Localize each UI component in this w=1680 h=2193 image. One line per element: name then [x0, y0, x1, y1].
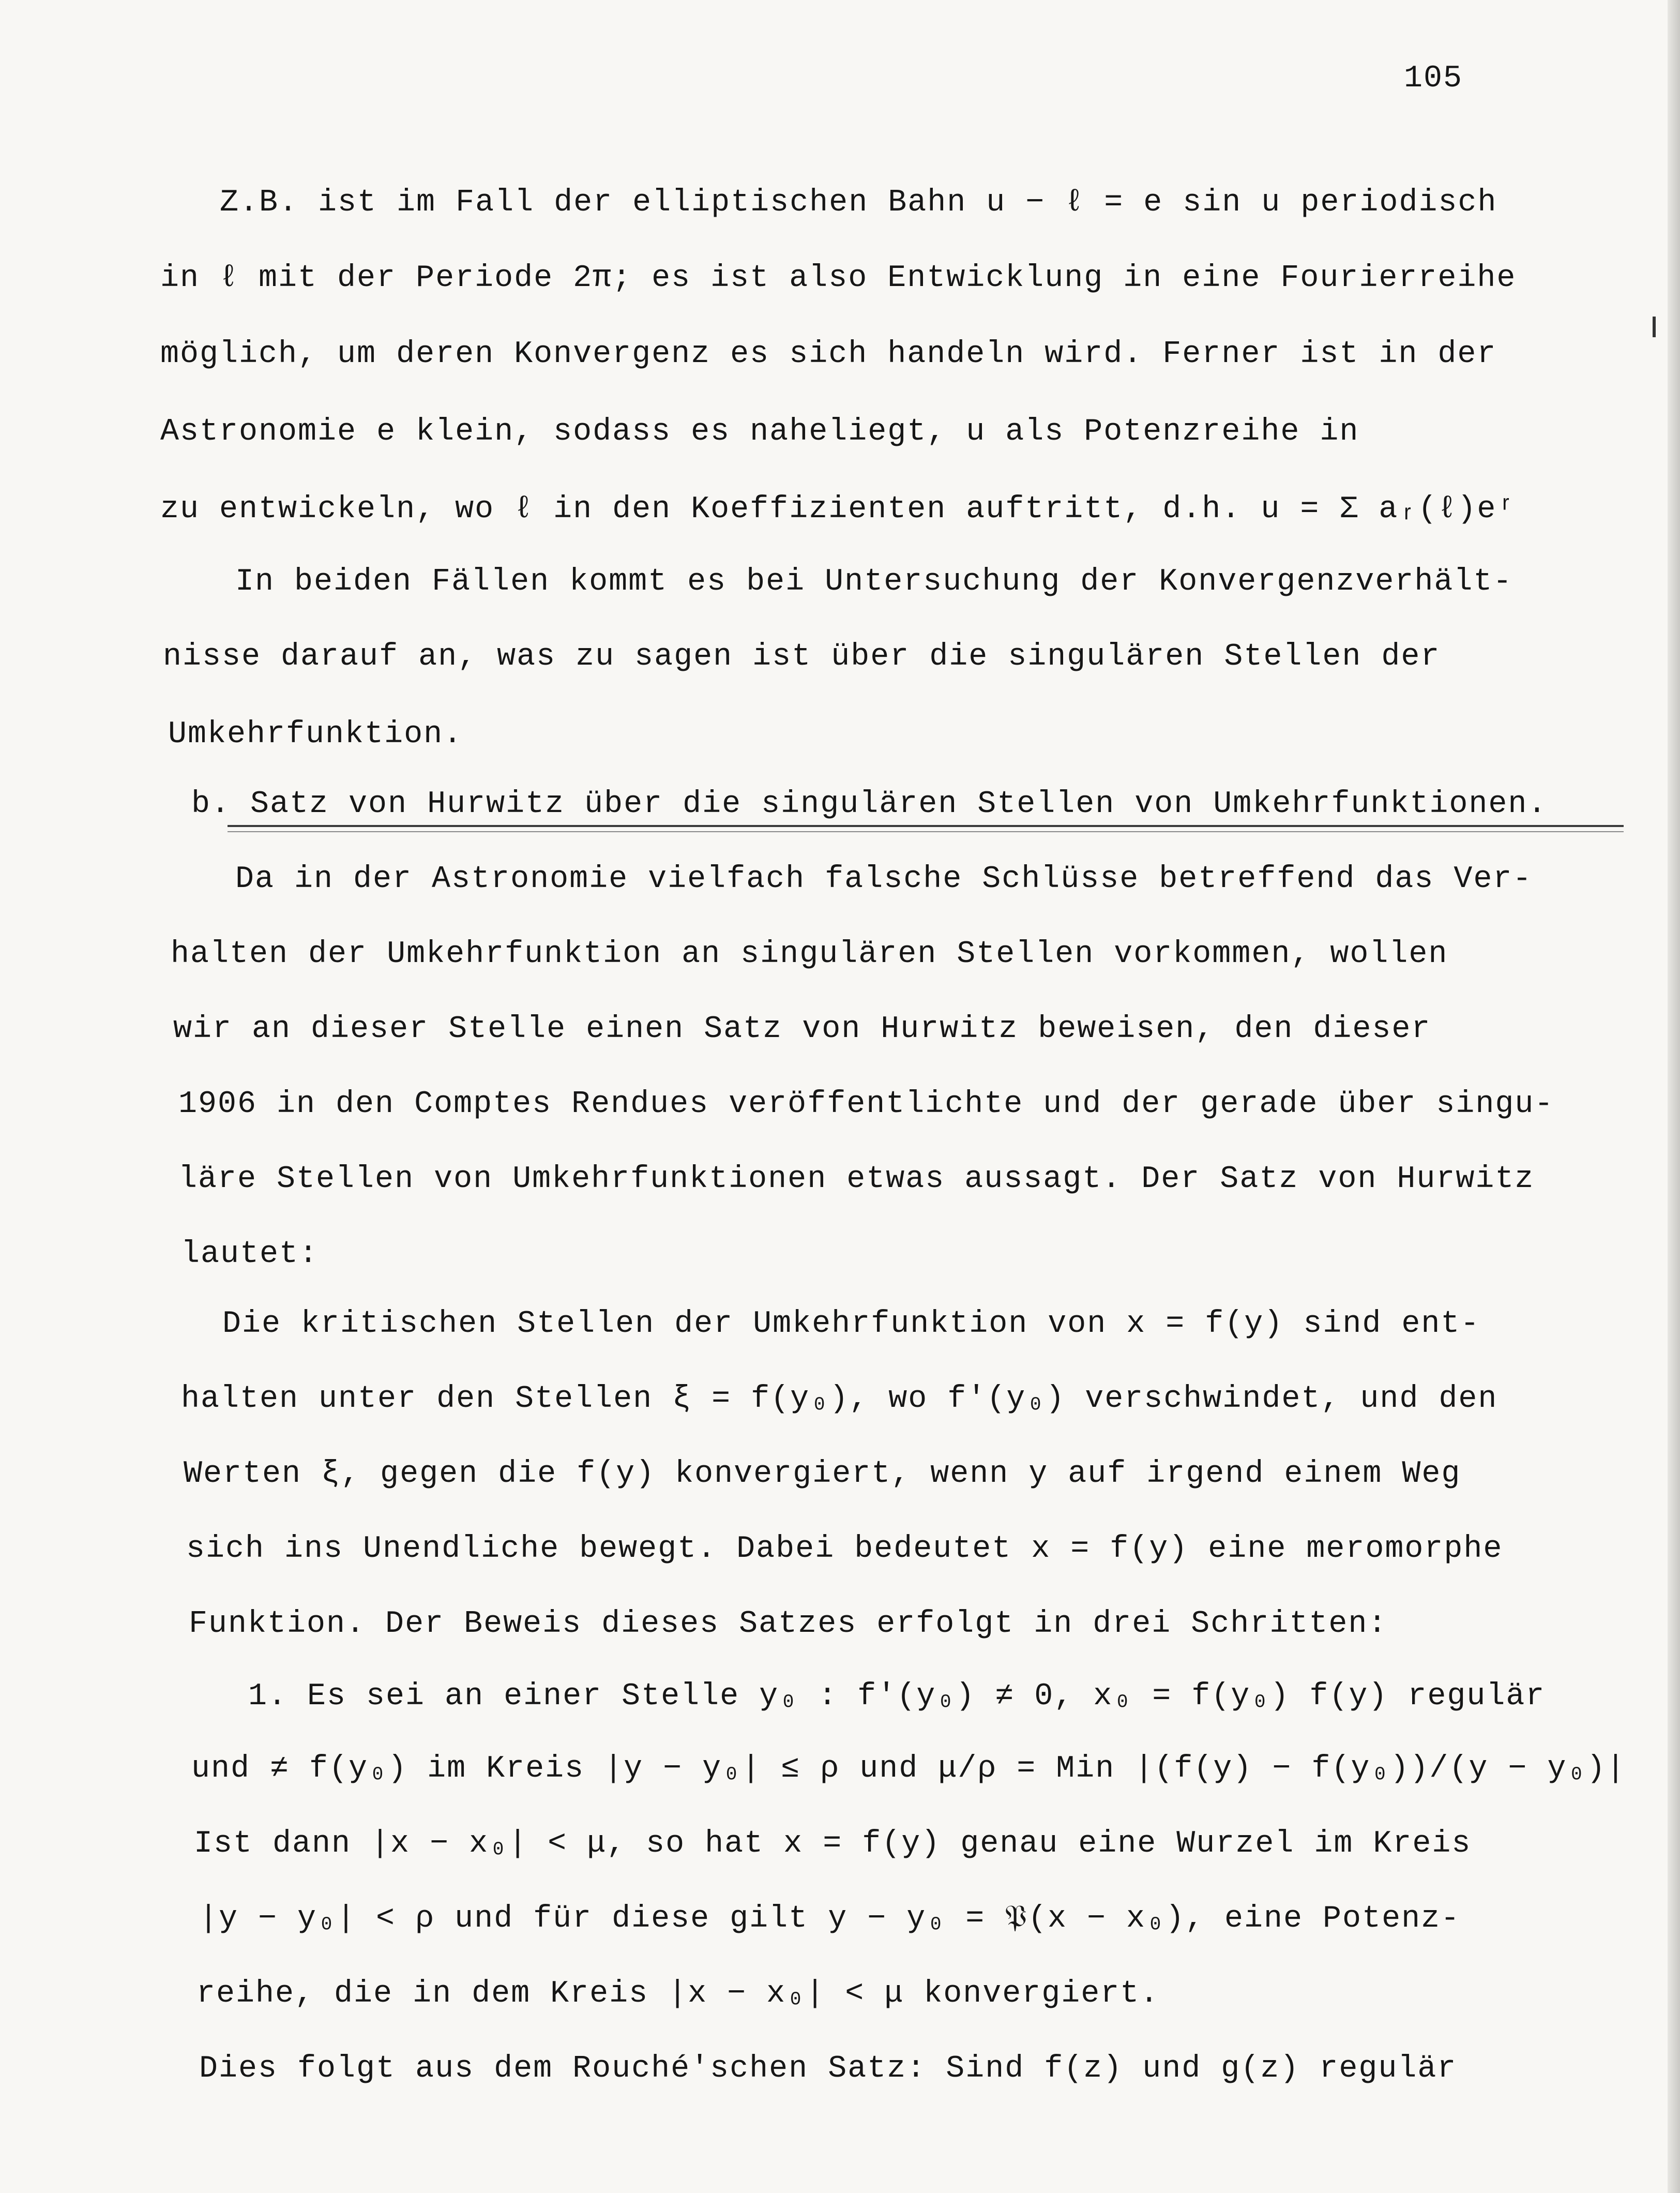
heading-underline	[228, 825, 1624, 827]
text-line: in ℓ mit der Periode 2π; es ist also Entwicklung in eine Fourierreihe	[160, 261, 1517, 296]
text-line: und ≠ f(y₀) im Kreis |y − y₀| ≤ ρ und μ/ρ = Min |(f(y) − f(y₀))/(y − y₀)|	[191, 1751, 1626, 1786]
text-line: Die kritischen Stellen der Umkehrfunktion von x = f(y) sind ent-	[222, 1306, 1480, 1342]
text-line: möglich, um deren Konvergenz es sich handeln wird. Ferner ist in der	[160, 337, 1497, 372]
text-line: Dies folgt aus dem Rouché'schen Satz: Sind f(z) und g(z) regulär	[199, 2051, 1457, 2086]
text-line: halten unter den Stellen ξ = f(y₀), wo f′(y₀) verschwindet, und den	[181, 1381, 1498, 1417]
text-line: Astronomie e klein, sodass es naheliegt, u als Potenzreihe in	[160, 414, 1359, 449]
text-line: In beiden Fällen kommt es bei Untersuchung der Konvergenzverhält-	[235, 564, 1513, 599]
text-line: sich ins Unendliche bewegt. Dabei bedeutet x = f(y) eine meromorphe	[186, 1531, 1503, 1567]
text-line: nisse darauf an, was zu sagen ist über die singulären Stellen der	[163, 639, 1441, 674]
text-line: |y − y₀| < ρ und für diese gilt y − y₀ = 𝔓(x − x₀), eine Potenz-	[199, 1901, 1461, 1936]
heading-underline-secondary	[228, 831, 1624, 832]
text-line: 1906 in den Comptes Rendues veröffentlichte und der gerade über singu-	[178, 1087, 1554, 1122]
page-edge-shadow	[1668, 0, 1680, 2193]
page-number: 105	[1404, 61, 1463, 96]
text-line: reihe, die in dem Kreis |x − x₀| < μ konvergiert.	[196, 1976, 1160, 2011]
text-line: 1. Es sei an einer Stelle y₀ : f′(y₀) ≠ 0, x₀ = f(y₀) f(y) regulär	[248, 1679, 1546, 1714]
margin-mark	[1653, 317, 1656, 337]
text-line: läre Stellen von Umkehrfunktionen etwas aussagt. Der Satz von Hurwitz	[178, 1162, 1535, 1197]
text-line: Umkehrfunktion.	[168, 717, 463, 752]
text-line: wir an dieser Stelle einen Satz von Hurwitz beweisen, den dieser	[173, 1012, 1431, 1047]
text-line: Z.B. ist im Fall der elliptischen Bahn u − ℓ = e sin u periodisch	[220, 185, 1497, 220]
section-heading: b. Satz von Hurwitz über die singulären Stellen von Umkehrfunktionen.	[191, 787, 1548, 822]
text-line: Werten ξ, gegen die f(y) konvergiert, wenn y auf irgend einem Weg	[184, 1456, 1461, 1492]
text-line: Ist dann |x − x₀| < μ, so hat x = f(y) genau eine Wurzel im Kreis	[194, 1826, 1472, 1861]
text-line: lautet:	[181, 1237, 319, 1272]
text-line: halten der Umkehrfunktion an singulären Stellen vorkommen, wollen	[171, 937, 1448, 972]
text-line: Da in der Astronomie vielfach falsche Schlüsse betreffend das Ver-	[235, 862, 1533, 897]
text-line: Funktion. Der Beweis dieses Satzes erfolgt in drei Schritten:	[189, 1606, 1388, 1642]
text-line: zu entwickeln, wo ℓ in den Koeffizienten auftritt, d.h. u = Σ aᵣ(ℓ)eʳ	[160, 492, 1517, 527]
